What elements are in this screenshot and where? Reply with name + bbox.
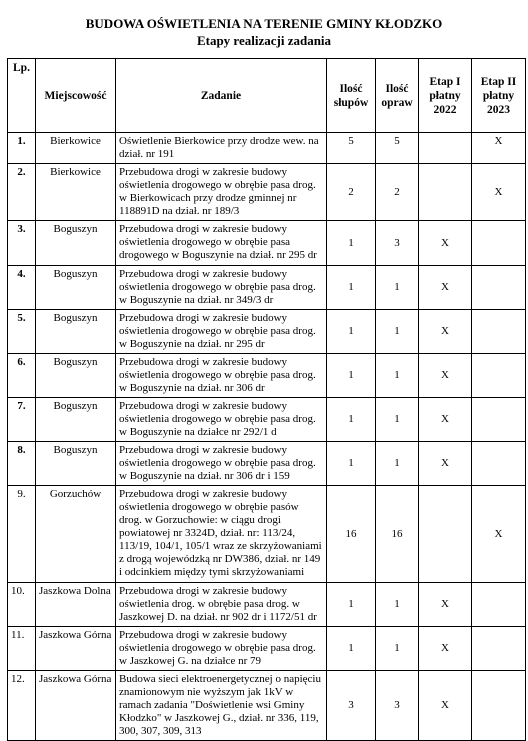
- cell-lamps: 1: [376, 627, 419, 671]
- cell-stage2: [472, 398, 526, 442]
- cell-task: Przebudowa drogi w zakresie budowy oświetlenia drog. w obrębie pasa drog. w Jaszkowej D. na dział. nr 902 dr i 1172/51 dr: [116, 583, 327, 627]
- cell-town: Boguszyn: [36, 398, 116, 442]
- table-row: [8, 486, 526, 583]
- cell-lp: 9.: [8, 486, 36, 583]
- cell-task: Budowa sieci elektroenergetycznej o napięciu znamionowym nie wyższym jak 1kV w ramach zadania "Doświetlenie wsi Gminy Kłodzko" w Jaszkowej G., dział. nr 336, 119, 300, 307, 309, 313: [116, 671, 327, 741]
- cell-stage1: X: [419, 398, 472, 442]
- document-title: BUDOWA OŚWIETLENIA NA TERENIE GMINY KŁODZKO: [85, 16, 443, 31]
- cell-stage2: [472, 671, 526, 741]
- cell-task: Przebudowa drogi w zakresie budowy oświetlenia drogowego w obrębie pasa drog. w Bierkowicach przy drodze gminnej nr 118891D na dział. nr 189/3: [116, 164, 327, 221]
- cell-stage2: X: [472, 133, 526, 164]
- cell-lamps: 5: [376, 133, 419, 164]
- cell-poles: 16: [327, 486, 376, 583]
- cell-lp: 1.: [8, 133, 36, 164]
- cell-poles: 2: [327, 164, 376, 221]
- header-lp: Lp.: [8, 59, 36, 133]
- cell-town: Jaszkowa Górna: [36, 671, 116, 741]
- cell-town: Jaszkowa Górna: [36, 627, 116, 671]
- header-stage1: Etap I płatny 2022: [419, 59, 472, 133]
- cell-lamps: 1: [376, 583, 419, 627]
- cell-lp: 3.: [8, 221, 36, 266]
- header-stage2: Etap II płatny 2023: [472, 59, 526, 133]
- table-row: [8, 442, 526, 486]
- cell-task: Przebudowa drogi w zakresie budowy oświetlenia drogowego w obrębie pasa drog. w Boguszynie na dział. nr 349/3 dr: [116, 266, 327, 310]
- stages-table: [7, 58, 526, 741]
- cell-lamps: 16: [376, 486, 419, 583]
- cell-poles: 1: [327, 266, 376, 310]
- cell-stage1: [419, 164, 472, 221]
- cell-stage1: X: [419, 221, 472, 266]
- cell-stage2: [472, 442, 526, 486]
- cell-stage2: [472, 310, 526, 354]
- cell-lp: 7.: [8, 398, 36, 442]
- header-town: Miejscowość: [36, 59, 116, 133]
- table-row: [8, 221, 526, 266]
- cell-lamps: 1: [376, 266, 419, 310]
- cell-lamps: 2: [376, 164, 419, 221]
- cell-poles: 5: [327, 133, 376, 164]
- table-row: [8, 671, 526, 741]
- cell-task: Przebudowa drogi w zakresie budowy oświetlenia drogowego w obrębie pasa drog. w Boguszynie na działce nr 292/1 d: [116, 398, 327, 442]
- cell-task: Oświetlenie Bierkowice przy drodze wew. na dział. nr 191: [116, 133, 327, 164]
- cell-town: Jaszkowa Dolna: [36, 583, 116, 627]
- cell-stage2: X: [472, 486, 526, 583]
- table-row: [8, 310, 526, 354]
- cell-poles: 1: [327, 442, 376, 486]
- cell-town: Gorzuchów: [36, 486, 116, 583]
- cell-task: Przebudowa drogi w zakresie budowy oświetlenia drogowego w obrębie pasa drog. w Boguszynie na dział. nr 295 dr: [116, 310, 327, 354]
- cell-town: Bierkowice: [36, 133, 116, 164]
- cell-stage2: [472, 627, 526, 671]
- cell-stage2: [472, 583, 526, 627]
- cell-lp: 11.: [8, 627, 36, 671]
- cell-stage1: [419, 133, 472, 164]
- cell-stage2: [472, 221, 526, 266]
- cell-lp: 8.: [8, 442, 36, 486]
- cell-poles: 1: [327, 398, 376, 442]
- cell-lamps: 1: [376, 442, 419, 486]
- cell-stage1: X: [419, 266, 472, 310]
- cell-stage2: [472, 354, 526, 398]
- cell-town: Boguszyn: [36, 354, 116, 398]
- cell-task: Przebudowa drogi w zakresie budowy oświetlenia drogowego w obrębie pasa drog. w Boguszynie na dział. nr 306 dr i 159: [116, 442, 327, 486]
- cell-lp: 6.: [8, 354, 36, 398]
- cell-stage2: X: [472, 164, 526, 221]
- cell-poles: 1: [327, 627, 376, 671]
- cell-poles: 1: [327, 583, 376, 627]
- cell-stage1: X: [419, 442, 472, 486]
- cell-lamps: 1: [376, 398, 419, 442]
- table-row: [8, 583, 526, 627]
- table-row: [8, 627, 526, 671]
- table-row: [8, 133, 526, 164]
- cell-task: Przebudowa drogi w zakresie budowy oświetlenia drogowego w obrębie pasa drog. w Boguszynie na dział. nr 306 dr: [116, 354, 327, 398]
- cell-lp: 12.: [8, 671, 36, 741]
- cell-poles: 1: [327, 221, 376, 266]
- cell-town: Boguszyn: [36, 310, 116, 354]
- table-row: [8, 164, 526, 221]
- cell-town: Boguszyn: [36, 221, 116, 266]
- cell-stage1: X: [419, 627, 472, 671]
- table-row: [8, 266, 526, 310]
- cell-stage1: X: [419, 310, 472, 354]
- cell-stage1: X: [419, 354, 472, 398]
- cell-task: Przebudowa drogi w zakresie budowy oświetlenia drogowego w obrębie pasa drog. w Jaszkowej G. na działce nr 79: [116, 627, 327, 671]
- cell-town: Boguszyn: [36, 266, 116, 310]
- header-lamps: Ilość opraw: [376, 59, 419, 133]
- header-poles: Ilość słupów: [327, 59, 376, 133]
- document-subtitle: Etapy realizacji zadania: [196, 33, 332, 48]
- table-row: [8, 354, 526, 398]
- cell-stage1: [419, 486, 472, 583]
- cell-lp: 10.: [8, 583, 36, 627]
- header-row: [8, 59, 526, 133]
- cell-poles: 3: [327, 671, 376, 741]
- cell-lamps: 1: [376, 354, 419, 398]
- cell-stage1: X: [419, 671, 472, 741]
- cell-task: Przebudowa drogi w zakresie budowy oświetlenia drogowego w obrębie pasów drog. w Gorzuchowie: w ciągu drogi powiatowej nr 3324D, dział. nr: 113/24, 113/19, 104/1, 105/1 wraz ze skrzyżowaniami z drogą wojewódzką nr DW386, dział. nr 149 i odcinkiem między tymi skrzyżowaniami: [116, 486, 327, 583]
- cell-poles: 1: [327, 310, 376, 354]
- header-task: Zadanie: [116, 59, 327, 133]
- cell-lamps: 3: [376, 221, 419, 266]
- table-row: [8, 398, 526, 442]
- cell-lamps: 3: [376, 671, 419, 741]
- cell-lamps: 1: [376, 310, 419, 354]
- cell-stage2: [472, 266, 526, 310]
- cell-lp: 5.: [8, 310, 36, 354]
- cell-poles: 1: [327, 354, 376, 398]
- cell-task: Przebudowa drogi w zakresie budowy oświetlenia drogowego w obrębie pasa drogowego w Boguszynie na dział. nr 295 dr: [116, 221, 327, 266]
- cell-town: Bierkowice: [36, 164, 116, 221]
- cell-lp: 4.: [8, 266, 36, 310]
- cell-stage1: X: [419, 583, 472, 627]
- cell-town: Boguszyn: [36, 442, 116, 486]
- cell-lp: 2.: [8, 164, 36, 221]
